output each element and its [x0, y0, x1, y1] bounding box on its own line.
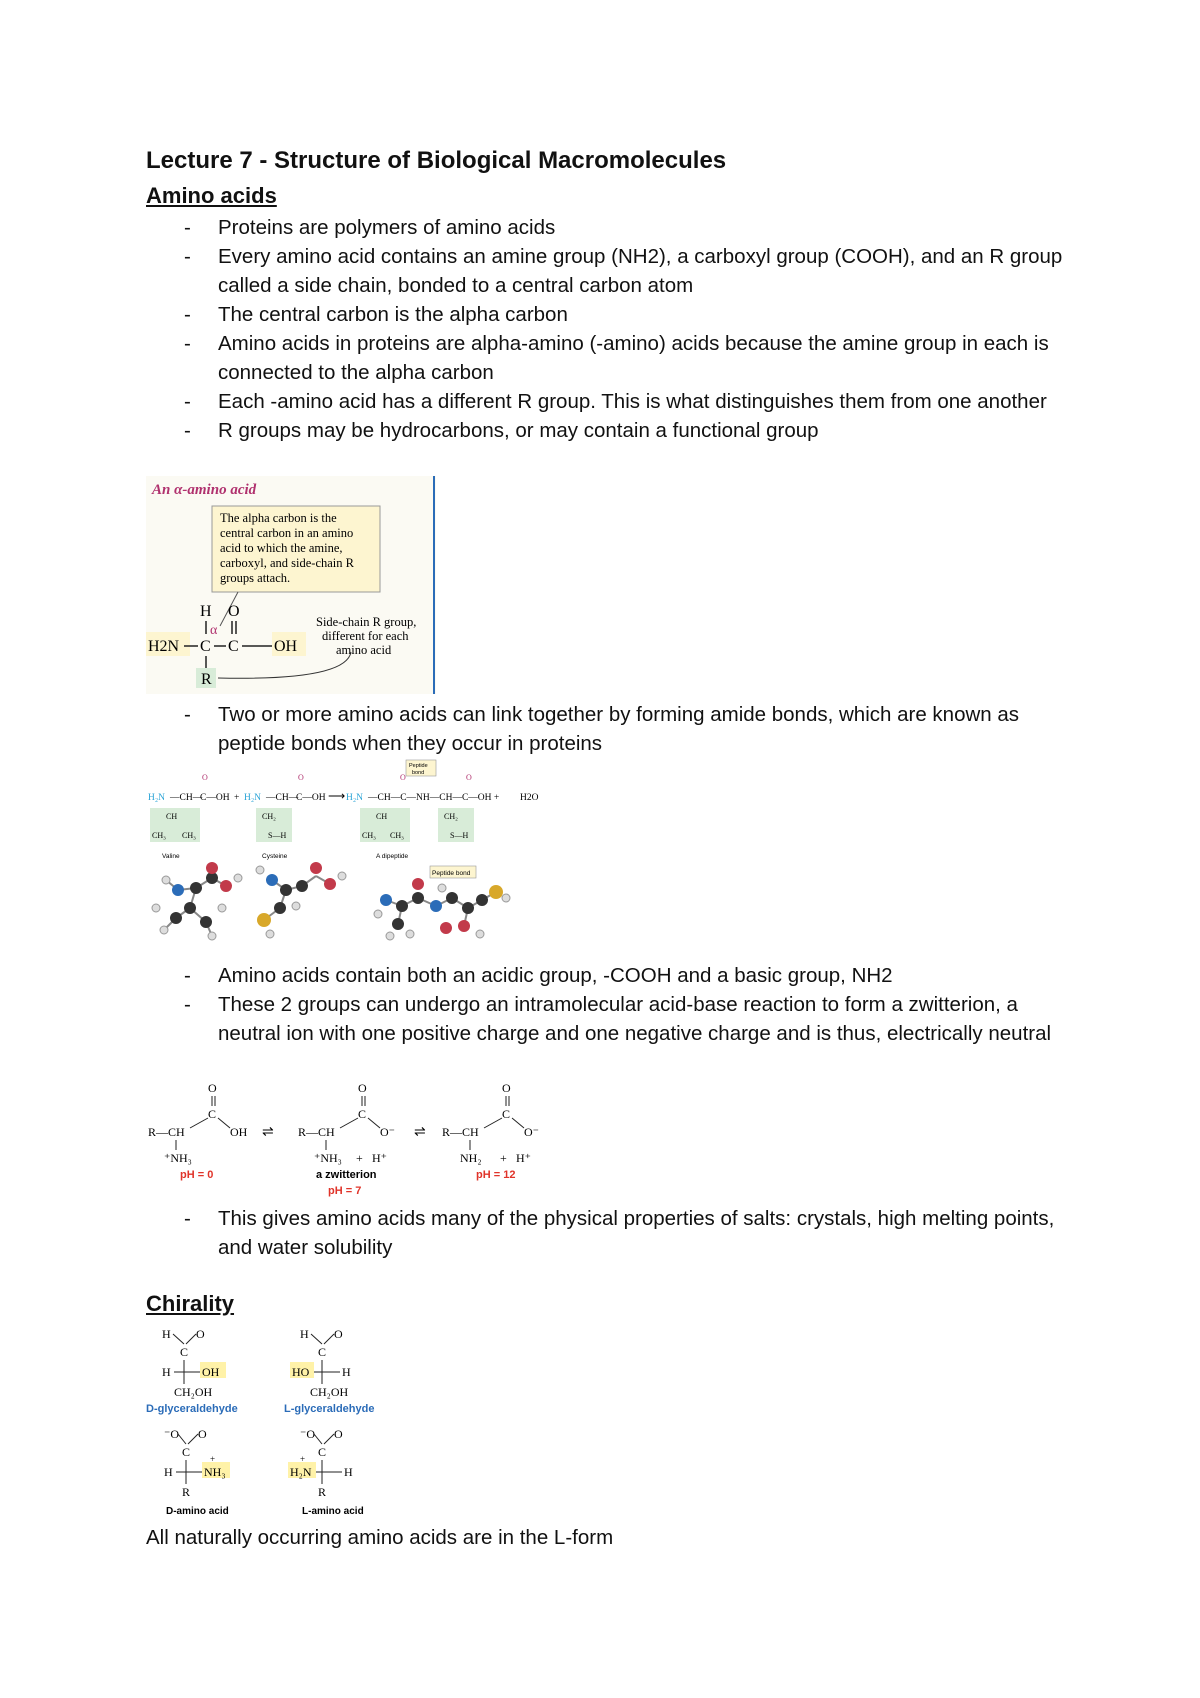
svg-text:pH = 12: pH = 12 — [476, 1169, 516, 1181]
svg-text:C: C — [182, 1445, 191, 1459]
svg-text:C: C — [358, 1107, 367, 1121]
list-item: - Amino acids contain both an acidic group, -COOH and a basic group, NH2 — [146, 961, 1086, 990]
svg-text:⟶: ⟶ — [328, 789, 346, 803]
svg-text:A dipeptide: A dipeptide — [376, 853, 409, 860]
svg-text:C: C — [318, 1345, 327, 1359]
svg-text:CH₂OH: CH₂OH — [310, 1385, 349, 1399]
svg-text:C: C — [228, 638, 239, 655]
svg-text:R: R — [318, 1485, 327, 1499]
svg-text:D-amino acid: D-amino acid — [166, 1506, 229, 1517]
svg-text:R: R — [201, 671, 212, 688]
svg-text:C: C — [200, 638, 211, 655]
figure-chirality — [146, 1322, 390, 1524]
svg-text:O: O — [208, 1081, 217, 1095]
figure-title: An α-amino acid — [152, 482, 257, 498]
svg-text:H: H — [164, 1465, 173, 1479]
svg-text:CH₃: CH₃ — [182, 831, 196, 840]
svg-text:+: + — [356, 1151, 363, 1165]
svg-text:O: O — [466, 773, 472, 782]
svg-text:O⁻: O⁻ — [380, 1125, 395, 1139]
svg-text:acid to which the amine,: acid to which the amine, — [220, 541, 343, 555]
svg-text:O: O — [198, 1427, 207, 1441]
svg-text:α: α — [210, 623, 218, 638]
svg-text:⁻O: ⁻O — [164, 1427, 179, 1441]
section-heading-amino-acids: Amino acids — [146, 183, 277, 208]
svg-text:R—CH: R—CH — [442, 1125, 479, 1139]
figure-alpha-amino-acid — [146, 476, 436, 694]
svg-text:H2N: H2N — [148, 638, 180, 655]
list-item: - These 2 groups can undergo an intramolecular acid-base reaction to form a zwitterion, a neutral ion with one positive charge and one negative charge and is thus, electrically neutral — [146, 990, 1086, 1048]
list-item: - Proteins are polymers of amino acids — [146, 213, 1086, 242]
list-item: - Two or more amino acids can link together by forming amide bonds, which are known as peptide bonds when they occur in proteins — [146, 700, 1086, 758]
svg-text:H⁺: H⁺ — [516, 1151, 531, 1165]
svg-text:CH: CH — [376, 812, 388, 821]
bullet-list-amino-acids — [146, 213, 1086, 445]
svg-text:CH₂OH: CH₂OH — [174, 1385, 213, 1399]
svg-text:S—H: S—H — [268, 831, 287, 840]
svg-text:C: C — [502, 1107, 511, 1121]
svg-text:O: O — [298, 773, 304, 782]
svg-text:H: H — [200, 603, 212, 620]
svg-text:CH₂: CH₂ — [262, 812, 276, 821]
svg-text:H: H — [162, 1365, 171, 1379]
svg-text:O: O — [228, 603, 240, 620]
svg-text:H: H — [162, 1327, 171, 1341]
svg-text:⁺NH₃: ⁺NH₃ — [314, 1151, 342, 1165]
svg-text:O⁻: O⁻ — [524, 1125, 539, 1139]
svg-text:H: H — [342, 1365, 351, 1379]
page-title: Lecture 7 - Structure of Biological Macromolecules — [146, 147, 727, 174]
svg-text:⇌: ⇌ — [414, 1125, 426, 1140]
svg-text:different for each: different for each — [322, 629, 409, 643]
svg-text:C—OH: C—OH — [200, 793, 230, 803]
svg-text:Cysteine: Cysteine — [262, 853, 288, 860]
svg-text:pH = 7: pH = 7 — [328, 1185, 362, 1197]
svg-text:Side-chain R group,: Side-chain R group, — [316, 615, 417, 629]
svg-text:C: C — [180, 1345, 189, 1359]
list-item: - R groups may be hydrocarbons, or may contain a functional group — [146, 416, 1086, 445]
svg-text:O: O — [502, 1081, 511, 1095]
svg-text:NH₃: NH₃ — [204, 1465, 226, 1479]
svg-text:⁻O: ⁻O — [300, 1427, 315, 1441]
svg-text:OH: OH — [202, 1365, 220, 1379]
svg-text:H₂N: H₂N — [244, 793, 262, 803]
svg-text:—CH—C—NH—CH—C—OH +: —CH—C—NH—CH—C—OH + — [368, 793, 500, 803]
bullet-list-peptide — [146, 700, 1086, 758]
svg-text:Valine: Valine — [162, 853, 180, 860]
svg-text:central carbon in an amino: central carbon in an amino — [220, 526, 354, 540]
bullet-list-zwitterion — [146, 961, 1086, 1048]
svg-text:O: O — [334, 1427, 343, 1441]
svg-text:OH: OH — [274, 638, 298, 655]
svg-text:+: + — [210, 1454, 216, 1464]
svg-text:Peptide: Peptide — [409, 763, 428, 769]
svg-text:H₂N: H₂N — [290, 1465, 312, 1479]
svg-text:CH₂: CH₂ — [444, 812, 458, 821]
svg-text:a zwitterion: a zwitterion — [316, 1169, 377, 1181]
list-item: - Amino acids in proteins are alpha-amino (-amino) acids because the amine group in each is connected to the alpha carbon — [146, 329, 1086, 387]
svg-text:C: C — [208, 1107, 217, 1121]
svg-text:pH = 0: pH = 0 — [180, 1169, 214, 1181]
svg-text:carboxyl, and side-chain R: carboxyl, and side-chain R — [220, 556, 354, 570]
svg-text:+: + — [234, 793, 240, 803]
svg-text:amino acid: amino acid — [336, 643, 392, 657]
svg-text:+: + — [500, 1151, 507, 1165]
svg-text:R—CH: R—CH — [148, 1125, 185, 1139]
svg-text:O: O — [202, 773, 208, 782]
bullet-list-salts — [146, 1204, 1086, 1262]
svg-text:CH₃: CH₃ — [362, 831, 376, 840]
svg-text:HO: HO — [292, 1365, 310, 1379]
svg-text:CH₃: CH₃ — [390, 831, 404, 840]
svg-text:groups attach.: groups attach. — [220, 571, 291, 585]
list-item: - Each -amino acid has a different R group. This is what distinguishes them from one another — [146, 387, 1086, 416]
list-item: - Every amino acid contains an amine group (NH2), a carboxyl group (COOH), and an R group called a side chain, bonded to a central carbon atom — [146, 242, 1086, 300]
svg-text:L-amino acid: L-amino acid — [302, 1506, 364, 1517]
svg-text:H⁺: H⁺ — [372, 1151, 387, 1165]
svg-text:L-glyceraldehyde: L-glyceraldehyde — [284, 1403, 375, 1415]
list-item: - This gives amino acids many of the physical properties of salts: crystals, high melting points, and water solubility — [146, 1204, 1086, 1262]
svg-text:O: O — [358, 1081, 367, 1095]
svg-text:S—H: S—H — [450, 831, 469, 840]
svg-text:R: R — [182, 1485, 191, 1499]
figure-peptide-bond — [146, 758, 572, 954]
svg-text:C: C — [318, 1445, 327, 1459]
svg-text:—CH—: —CH— — [266, 793, 299, 803]
svg-text:CH: CH — [166, 812, 178, 821]
svg-text:⇌: ⇌ — [262, 1125, 274, 1140]
svg-text:OH: OH — [230, 1125, 248, 1139]
closing-statement: All naturally occurring amino acids are in the L-form — [146, 1526, 614, 1549]
svg-text:bond: bond — [412, 770, 425, 776]
svg-text:R—CH: R—CH — [298, 1125, 335, 1139]
list-item: - The central carbon is the alpha carbon — [146, 300, 1086, 329]
svg-text:H2O: H2O — [520, 793, 539, 803]
svg-text:CH₃: CH₃ — [152, 831, 166, 840]
svg-text:+: + — [300, 1454, 306, 1464]
svg-text:The alpha carbon is the: The alpha carbon is the — [220, 511, 337, 525]
svg-text:—CH—: —CH— — [170, 793, 203, 803]
svg-text:D-glyceraldehyde: D-glyceraldehyde — [146, 1403, 238, 1415]
section-heading-chirality: Chirality — [146, 1291, 235, 1316]
figure-zwitterion — [146, 1078, 562, 1202]
svg-text:H: H — [344, 1465, 353, 1479]
svg-text:H₂N: H₂N — [346, 793, 364, 803]
svg-text:C—OH: C—OH — [296, 793, 326, 803]
svg-text:O: O — [334, 1327, 343, 1341]
svg-text:H₂N: H₂N — [148, 793, 166, 803]
svg-text:⁺NH₃: ⁺NH₃ — [164, 1151, 192, 1165]
svg-text:O: O — [400, 773, 406, 782]
svg-text:H: H — [300, 1327, 309, 1341]
svg-text:NH₂: NH₂ — [460, 1151, 482, 1165]
svg-text:Peptide bond: Peptide bond — [432, 870, 471, 877]
svg-text:O: O — [196, 1327, 205, 1341]
